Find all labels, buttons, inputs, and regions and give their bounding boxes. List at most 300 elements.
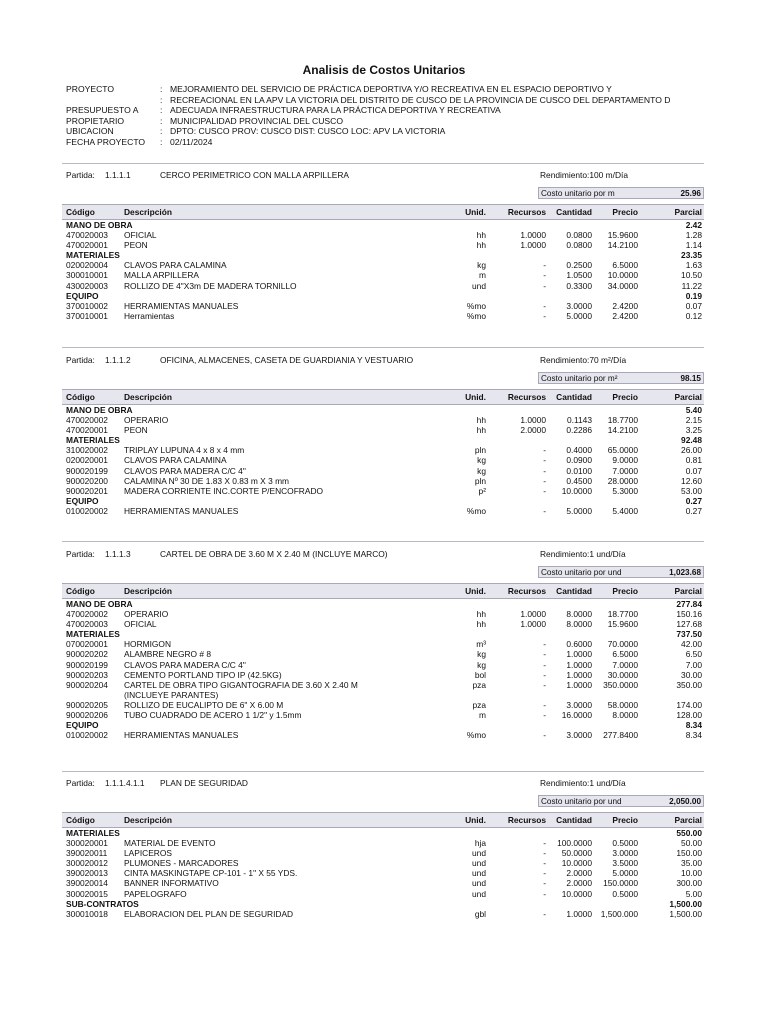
column-header-cantidad: Cantidad — [556, 815, 592, 825]
table-row — [62, 445, 704, 455]
resource-description: TRIPLAY LUPUNA 4 x 8 x 4 mm — [124, 445, 245, 456]
resource-price: 1,500.000 — [600, 908, 638, 919]
column-header-parcial: Parcial — [674, 392, 702, 402]
column-header-precio: Precio — [612, 392, 638, 402]
unit-cost-box — [538, 372, 704, 384]
resource-partial: 7.00 — [685, 659, 702, 670]
resource-recursos: - — [543, 878, 546, 889]
group-row — [62, 899, 704, 909]
resource-quantity: 16.0000 — [561, 709, 592, 720]
resource-description: CLAVOS PARA CALAMINA — [124, 260, 227, 271]
resource-unit: %mo — [466, 730, 486, 741]
column-header-descripcion: Descripción — [124, 207, 172, 217]
partida-header — [62, 549, 704, 563]
resource-unit: %mo — [466, 505, 486, 516]
resource-price: 0.5000 — [612, 838, 638, 849]
resource-quantity: 8.0000 — [566, 609, 592, 620]
table-header — [62, 583, 704, 599]
group-name: MATERIALES — [66, 250, 120, 261]
resource-partial: 174.00 — [676, 699, 702, 710]
resource-partial: 8.34 — [685, 730, 702, 741]
partida-description: CARTEL DE OBRA DE 3.60 M X 2.40 M (INCLUYE MARCO) — [160, 549, 388, 559]
resource-code: 900020206 — [66, 709, 108, 720]
table-row — [62, 415, 704, 425]
group-row — [62, 291, 704, 301]
resource-partial: 3.25 — [685, 425, 702, 436]
resource-recursos: 2.0000 — [520, 425, 546, 436]
unit-cost-value: 98.15 — [680, 374, 701, 383]
resource-price: 34.0000 — [607, 280, 638, 291]
resource-unit: und — [472, 280, 486, 291]
resource-description: TUBO CUADRADO DE ACERO 1 1/2" y 1.5mm — [124, 709, 302, 720]
header-divider — [62, 163, 704, 164]
resource-recursos: - — [543, 679, 546, 690]
resource-price: 14.2100 — [607, 425, 638, 436]
resource-price: 65.0000 — [607, 445, 638, 456]
resource-unit: bol — [474, 669, 486, 680]
table-row — [62, 476, 704, 486]
resource-unit: %mo — [466, 310, 486, 321]
resource-code: 390020013 — [66, 868, 108, 879]
resource-unit: m³ — [476, 639, 486, 650]
resource-price: 14.2100 — [607, 240, 638, 251]
resource-price: 5.3000 — [612, 485, 638, 496]
resource-unit: hh — [476, 240, 486, 251]
section-divider — [62, 347, 704, 348]
resource-partial: 6.50 — [685, 649, 702, 660]
resource-price: 6.5000 — [612, 649, 638, 660]
resource-recursos: - — [543, 649, 546, 660]
resource-code: 470020003 — [66, 619, 108, 630]
resource-price: 18.7700 — [607, 415, 638, 426]
partida-section — [62, 170, 704, 321]
partida-description: OFICINA, ALMACENES, CASETA DE GUARDIANIA Y VESTUARIO — [160, 355, 414, 365]
resource-code: 900020205 — [66, 699, 108, 710]
unit-cost-label: Costo unitario por und — [541, 568, 622, 577]
resource-unit: m — [479, 709, 486, 720]
resource-unit: kg — [477, 649, 486, 660]
resource-code: 470020002 — [66, 415, 108, 426]
column-header-cantidad: Cantidad — [556, 586, 592, 596]
resource-description: CLAVOS PARA MADERA C/C 4" — [124, 659, 246, 670]
resource-description: CARTEL DE OBRA TIPO GIGANTOGRAFIA DE 3.60 X 2.40 M (INCLUEYE PARANTES) — [124, 679, 358, 700]
group-name: SUB-CONTRATOS — [66, 898, 139, 909]
resource-price: 2.4200 — [612, 300, 638, 311]
resource-partial: 1.63 — [685, 260, 702, 271]
resource-code: 430020003 — [66, 280, 108, 291]
resource-unit: p² — [478, 485, 486, 496]
document-title: Analisis de Costos Unitarios — [302, 63, 466, 77]
group-row — [62, 250, 704, 260]
resource-quantity: 0.1143 — [567, 415, 592, 426]
resource-unit: und — [472, 868, 486, 879]
resource-unit: kg — [477, 659, 486, 670]
resource-partial: 12.60 — [681, 475, 702, 486]
table-row — [62, 639, 704, 649]
resource-recursos: - — [543, 445, 546, 456]
resource-unit: kg — [477, 260, 486, 271]
group-total: 0.19 — [685, 290, 702, 301]
resource-code: 300020001 — [66, 838, 108, 849]
partida-code: 1.1.1.2 — [105, 355, 131, 365]
resource-recursos: - — [543, 908, 546, 919]
resource-price: 7.0000 — [612, 659, 638, 670]
resource-unit: m — [479, 270, 486, 281]
table-header — [62, 389, 704, 405]
table-row — [62, 281, 704, 291]
column-header-precio: Precio — [612, 815, 638, 825]
resource-description: HERRAMIENTAS MANUALES — [124, 505, 239, 516]
resource-recursos: - — [543, 475, 546, 486]
unit-cost-value: 25.96 — [680, 189, 701, 198]
resource-unit: hh — [476, 425, 486, 436]
partida-description: CERCO PERIMETRICO CON MALLA ARPILLERA — [160, 170, 349, 180]
partida-header — [62, 355, 704, 369]
resource-partial: 5.00 — [685, 888, 702, 899]
resource-description: PLUMONES - MARCADORES — [124, 858, 239, 869]
group-total: 5.40 — [685, 405, 702, 415]
group-row — [62, 720, 704, 730]
table-row — [62, 710, 704, 720]
resource-unit: hh — [476, 230, 486, 241]
resource-description: OPERARIO — [124, 415, 169, 426]
resource-partial: 50.00 — [681, 838, 702, 849]
header-colon: : — [160, 94, 163, 105]
table-row — [62, 486, 704, 496]
resource-price: 2.4200 — [612, 310, 638, 321]
resource-recursos: - — [543, 838, 546, 849]
section-divider — [62, 771, 704, 772]
header-label: FECHA PROYECTO — [66, 136, 146, 147]
group-total: 8.34 — [685, 719, 702, 730]
resource-recursos: - — [543, 465, 546, 476]
resource-recursos: 1.0000 — [520, 415, 546, 426]
resource-quantity: 1.0000 — [566, 669, 592, 680]
resource-description: PEON — [124, 425, 148, 436]
resource-code: 370010002 — [66, 300, 108, 311]
resource-description: ROLLIZO DE 4"X3m DE MADERA TORNILLO — [124, 280, 297, 291]
resource-unit: und — [472, 878, 486, 889]
resource-quantity: 8.0000 — [566, 619, 592, 630]
resource-price: 70.0000 — [607, 639, 638, 650]
resource-quantity: 1.0500 — [566, 270, 592, 281]
resource-code: 900020204 — [66, 679, 108, 690]
group-total: 737.50 — [676, 629, 702, 640]
resource-price: 3.5000 — [612, 858, 638, 869]
column-header-descripcion: Descripción — [124, 815, 172, 825]
resource-recursos: - — [543, 848, 546, 859]
resource-code: 310020002 — [66, 445, 108, 456]
header-value: DPTO: CUSCO PROV: CUSCO DIST: CUSCO LOC: APV LA VICTORIA — [170, 126, 446, 137]
resource-code: 900020199 — [66, 465, 108, 476]
unit-cost-label: Costo unitario por und — [541, 797, 622, 806]
group-row — [62, 599, 704, 609]
resource-code: 900020201 — [66, 485, 108, 496]
resource-code: 470020003 — [66, 230, 108, 241]
resource-price: 277.8400 — [603, 730, 638, 741]
resource-description: MADERA CORRIENTE INC.CORTE P/ENCOFRADO — [124, 485, 324, 496]
column-header-parcial: Parcial — [674, 815, 702, 825]
header-value: RECREACIONAL EN LA APV LA VICTORIA DEL DISTRITO DE CUSCO DE LA PROVINCIA DE CUSCO DEL DEPARTAMENTO D — [170, 94, 671, 105]
resource-quantity: 0.0100 — [566, 465, 592, 476]
unit-cost-value: 1,023.68 — [669, 568, 701, 577]
resource-code: 900020203 — [66, 669, 108, 680]
header-row — [66, 105, 716, 116]
resource-quantity: 10.0000 — [561, 888, 592, 899]
table-header — [62, 812, 704, 828]
partida-label: Partida: — [66, 778, 95, 788]
resource-quantity: 10.0000 — [561, 858, 592, 869]
resource-recursos: - — [543, 858, 546, 869]
resource-quantity: 5.0000 — [566, 310, 592, 321]
group-name: EQUIPO — [66, 290, 99, 301]
header-label: PRESUPUESTO A — [66, 105, 139, 116]
unit-cost-value: 2,050.00 — [669, 797, 701, 806]
resource-price: 30.0000 — [607, 669, 638, 680]
resource-quantity: 0.2286 — [566, 425, 592, 436]
table-row — [62, 670, 704, 680]
resource-quantity: 0.4500 — [566, 475, 592, 486]
resource-recursos: - — [543, 699, 546, 710]
resource-code: 900020202 — [66, 649, 108, 660]
resource-description: CLAVOS PARA MADERA C/C 4" — [124, 465, 246, 476]
table-row — [62, 878, 704, 888]
resource-description: MATERIAL DE EVENTO — [124, 838, 216, 849]
unit-cost-box — [538, 566, 704, 578]
resource-unit: pln — [474, 475, 486, 486]
header-value: ADECUADA INFRAESTRUCTURA PARA LA PRÁCTICA DEPORTIVA Y RECREATIVA — [170, 105, 501, 116]
resource-recursos: - — [543, 485, 546, 496]
resource-code: 390020011 — [66, 848, 108, 859]
partida-label: Partida: — [66, 355, 95, 365]
group-row — [62, 496, 704, 506]
resource-quantity: 0.6000 — [566, 639, 592, 650]
resource-quantity: 3.0000 — [566, 699, 592, 710]
resource-unit: pln — [474, 445, 486, 456]
resource-quantity: 3.0000 — [566, 730, 592, 741]
resource-partial: 0.07 — [685, 300, 702, 311]
column-header-recursos: Recursos — [507, 207, 546, 217]
table-row — [62, 466, 704, 476]
resource-unit: und — [472, 848, 486, 859]
table-row — [62, 609, 704, 619]
resource-recursos: - — [543, 709, 546, 720]
resource-price: 7.0000 — [612, 465, 638, 476]
column-header-codigo: Código — [66, 815, 95, 825]
table-row — [62, 230, 704, 240]
resource-code: 300020015 — [66, 888, 108, 899]
resource-price: 10.0000 — [607, 270, 638, 281]
resource-unit: und — [472, 888, 486, 899]
partida-section — [62, 549, 704, 740]
header-row — [66, 126, 716, 137]
resource-description: HERRAMIENTAS MANUALES — [124, 300, 239, 311]
unit-cost-label: Costo unitario por m² — [541, 374, 618, 383]
resource-partial: 1,500.00 — [669, 908, 702, 919]
resource-quantity: 100.0000 — [557, 838, 592, 849]
rendimiento: Rendimiento:1 und/Día — [540, 778, 626, 788]
header-label: PROYECTO — [66, 84, 115, 94]
resource-code: 300010001 — [66, 270, 108, 281]
group-name: MATERIALES — [66, 435, 120, 446]
partida-header — [62, 778, 704, 792]
resource-description: BANNER INFORMATIVO — [124, 878, 219, 889]
partida-description: PLAN DE SEGURIDAD — [160, 778, 248, 788]
resource-recursos: 1.0000 — [520, 230, 546, 241]
rendimiento: Rendimiento:70 m²/Día — [540, 355, 627, 365]
resource-quantity: 2.0000 — [566, 878, 592, 889]
header-label: UBICACION — [66, 126, 114, 137]
resource-quantity: 0.4000 — [566, 445, 592, 456]
group-total: 1,500.00 — [669, 898, 702, 909]
rendimiento: Rendimiento:1 und/Día — [540, 549, 626, 559]
group-name: MANO DE OBRA — [66, 220, 133, 230]
column-header-cantidad: Cantidad — [556, 207, 592, 217]
partida-code: 1.1.1.1 — [105, 170, 131, 180]
resource-quantity: 50.0000 — [561, 848, 592, 859]
resource-partial: 2.15 — [685, 415, 702, 426]
resource-description: LAPICEROS — [124, 848, 172, 859]
resource-unit: kg — [477, 465, 486, 476]
group-total: 550.00 — [676, 828, 702, 838]
resource-quantity: 5.0000 — [566, 505, 592, 516]
column-header-unid: Unid. — [465, 586, 486, 596]
resource-code: 470020001 — [66, 425, 108, 436]
resource-recursos: - — [543, 639, 546, 650]
group-name: MATERIALES — [66, 828, 120, 838]
resource-unit: und — [472, 858, 486, 869]
column-header-precio: Precio — [612, 586, 638, 596]
resource-recursos: - — [543, 455, 546, 466]
resource-recursos: - — [543, 659, 546, 670]
group-row — [62, 220, 704, 230]
resource-partial: 53.00 — [681, 485, 702, 496]
group-row — [62, 629, 704, 639]
resource-recursos: 1.0000 — [520, 240, 546, 251]
table-header — [62, 204, 704, 220]
partida-label: Partida: — [66, 170, 95, 180]
group-total: 277.84 — [676, 599, 702, 609]
resource-description: HORMIGON — [124, 639, 171, 650]
resource-code: 020020004 — [66, 260, 108, 271]
resource-partial: 10.50 — [681, 270, 702, 281]
header-colon: : — [160, 126, 163, 137]
resource-recursos: - — [543, 310, 546, 321]
resource-unit: pza — [472, 679, 486, 690]
resource-partial: 150.16 — [676, 609, 702, 620]
resource-recursos: - — [543, 868, 546, 879]
group-row — [62, 405, 704, 415]
resource-description: OPERARIO — [124, 609, 169, 620]
resource-price: 150.0000 — [603, 878, 638, 889]
unit-cost-box — [538, 795, 704, 807]
resource-partial: 1.28 — [685, 230, 702, 241]
resource-recursos: - — [543, 270, 546, 281]
column-header-parcial: Parcial — [674, 207, 702, 217]
resource-recursos: - — [543, 505, 546, 516]
column-header-recursos: Recursos — [507, 586, 546, 596]
resource-price: 18.7700 — [607, 609, 638, 620]
resource-price: 15.9600 — [607, 230, 638, 241]
resource-quantity: 2.0000 — [566, 868, 592, 879]
table-row — [62, 660, 704, 670]
column-header-unid: Unid. — [465, 815, 486, 825]
resource-code: 390020014 — [66, 878, 108, 889]
resource-recursos: - — [543, 888, 546, 899]
group-row — [62, 828, 704, 838]
group-total: 23.35 — [681, 250, 702, 261]
resource-price: 28.0000 — [607, 475, 638, 486]
table-row — [62, 680, 704, 700]
resource-partial: 300.00 — [676, 878, 702, 889]
table-row — [62, 730, 704, 740]
group-name: MATERIALES — [66, 629, 120, 640]
resource-partial: 35.00 — [681, 858, 702, 869]
table-row — [62, 619, 704, 629]
partida-section — [62, 778, 704, 919]
resource-code: 300020012 — [66, 858, 108, 869]
resource-description: CALAMINA Nº 30 DE 1.83 X 0.83 m X 3 mm — [124, 475, 290, 486]
resource-price: 6.5000 — [612, 260, 638, 271]
resource-recursos: 1.0000 — [520, 609, 546, 620]
resource-quantity: 0.0800 — [566, 230, 592, 241]
header-colon: : — [160, 115, 163, 126]
resource-description: CEMENTO PORTLAND TIPO IP (42.5KG) — [124, 669, 282, 680]
group-name: MANO DE OBRA — [66, 599, 133, 609]
resource-price: 3.0000 — [612, 848, 638, 859]
column-header-recursos: Recursos — [507, 815, 546, 825]
resource-code: 470020001 — [66, 240, 108, 251]
resource-unit: gbl — [474, 908, 486, 919]
resource-recursos: 1.0000 — [520, 619, 546, 630]
table-row — [62, 889, 704, 899]
resource-recursos: - — [543, 280, 546, 291]
group-name: MANO DE OBRA — [66, 405, 133, 415]
resource-price: 15.9600 — [607, 619, 638, 630]
header-row — [66, 137, 716, 148]
column-header-codigo: Código — [66, 392, 95, 402]
resource-partial: 0.27 — [685, 505, 702, 516]
resource-quantity: 0.0900 — [566, 455, 592, 466]
resource-partial: 1.14 — [685, 240, 702, 251]
resource-price: 5.4000 — [612, 505, 638, 516]
header-value: 02/11/2024 — [170, 136, 213, 147]
column-header-parcial: Parcial — [674, 586, 702, 596]
group-total: 92.48 — [681, 435, 702, 446]
header-colon: : — [160, 105, 163, 116]
partida-section — [62, 355, 704, 516]
resource-partial: 42.00 — [681, 639, 702, 650]
resource-description: ROLLIZO DE EUCALIPTO DE 6" X 6.00 M — [124, 699, 284, 710]
table-row — [62, 301, 704, 311]
resource-partial: 0.07 — [685, 465, 702, 476]
column-header-codigo: Código — [66, 207, 95, 217]
resource-description: PEON — [124, 240, 148, 251]
header-label — [66, 95, 160, 106]
header-row — [66, 84, 716, 95]
resource-partial: 0.81 — [685, 455, 702, 466]
resource-recursos: - — [543, 260, 546, 271]
partida-header — [62, 170, 704, 184]
column-header-cantidad: Cantidad — [556, 392, 592, 402]
resource-partial: 0.12 — [685, 310, 702, 321]
header-colon: : — [160, 136, 163, 147]
resource-recursos: - — [543, 300, 546, 311]
column-header-unid: Unid. — [465, 392, 486, 402]
resource-description: ELABORACION DEL PLAN DE SEGURIDAD — [124, 908, 294, 919]
group-total: 2.42 — [685, 220, 702, 230]
partida-label: Partida: — [66, 549, 95, 559]
